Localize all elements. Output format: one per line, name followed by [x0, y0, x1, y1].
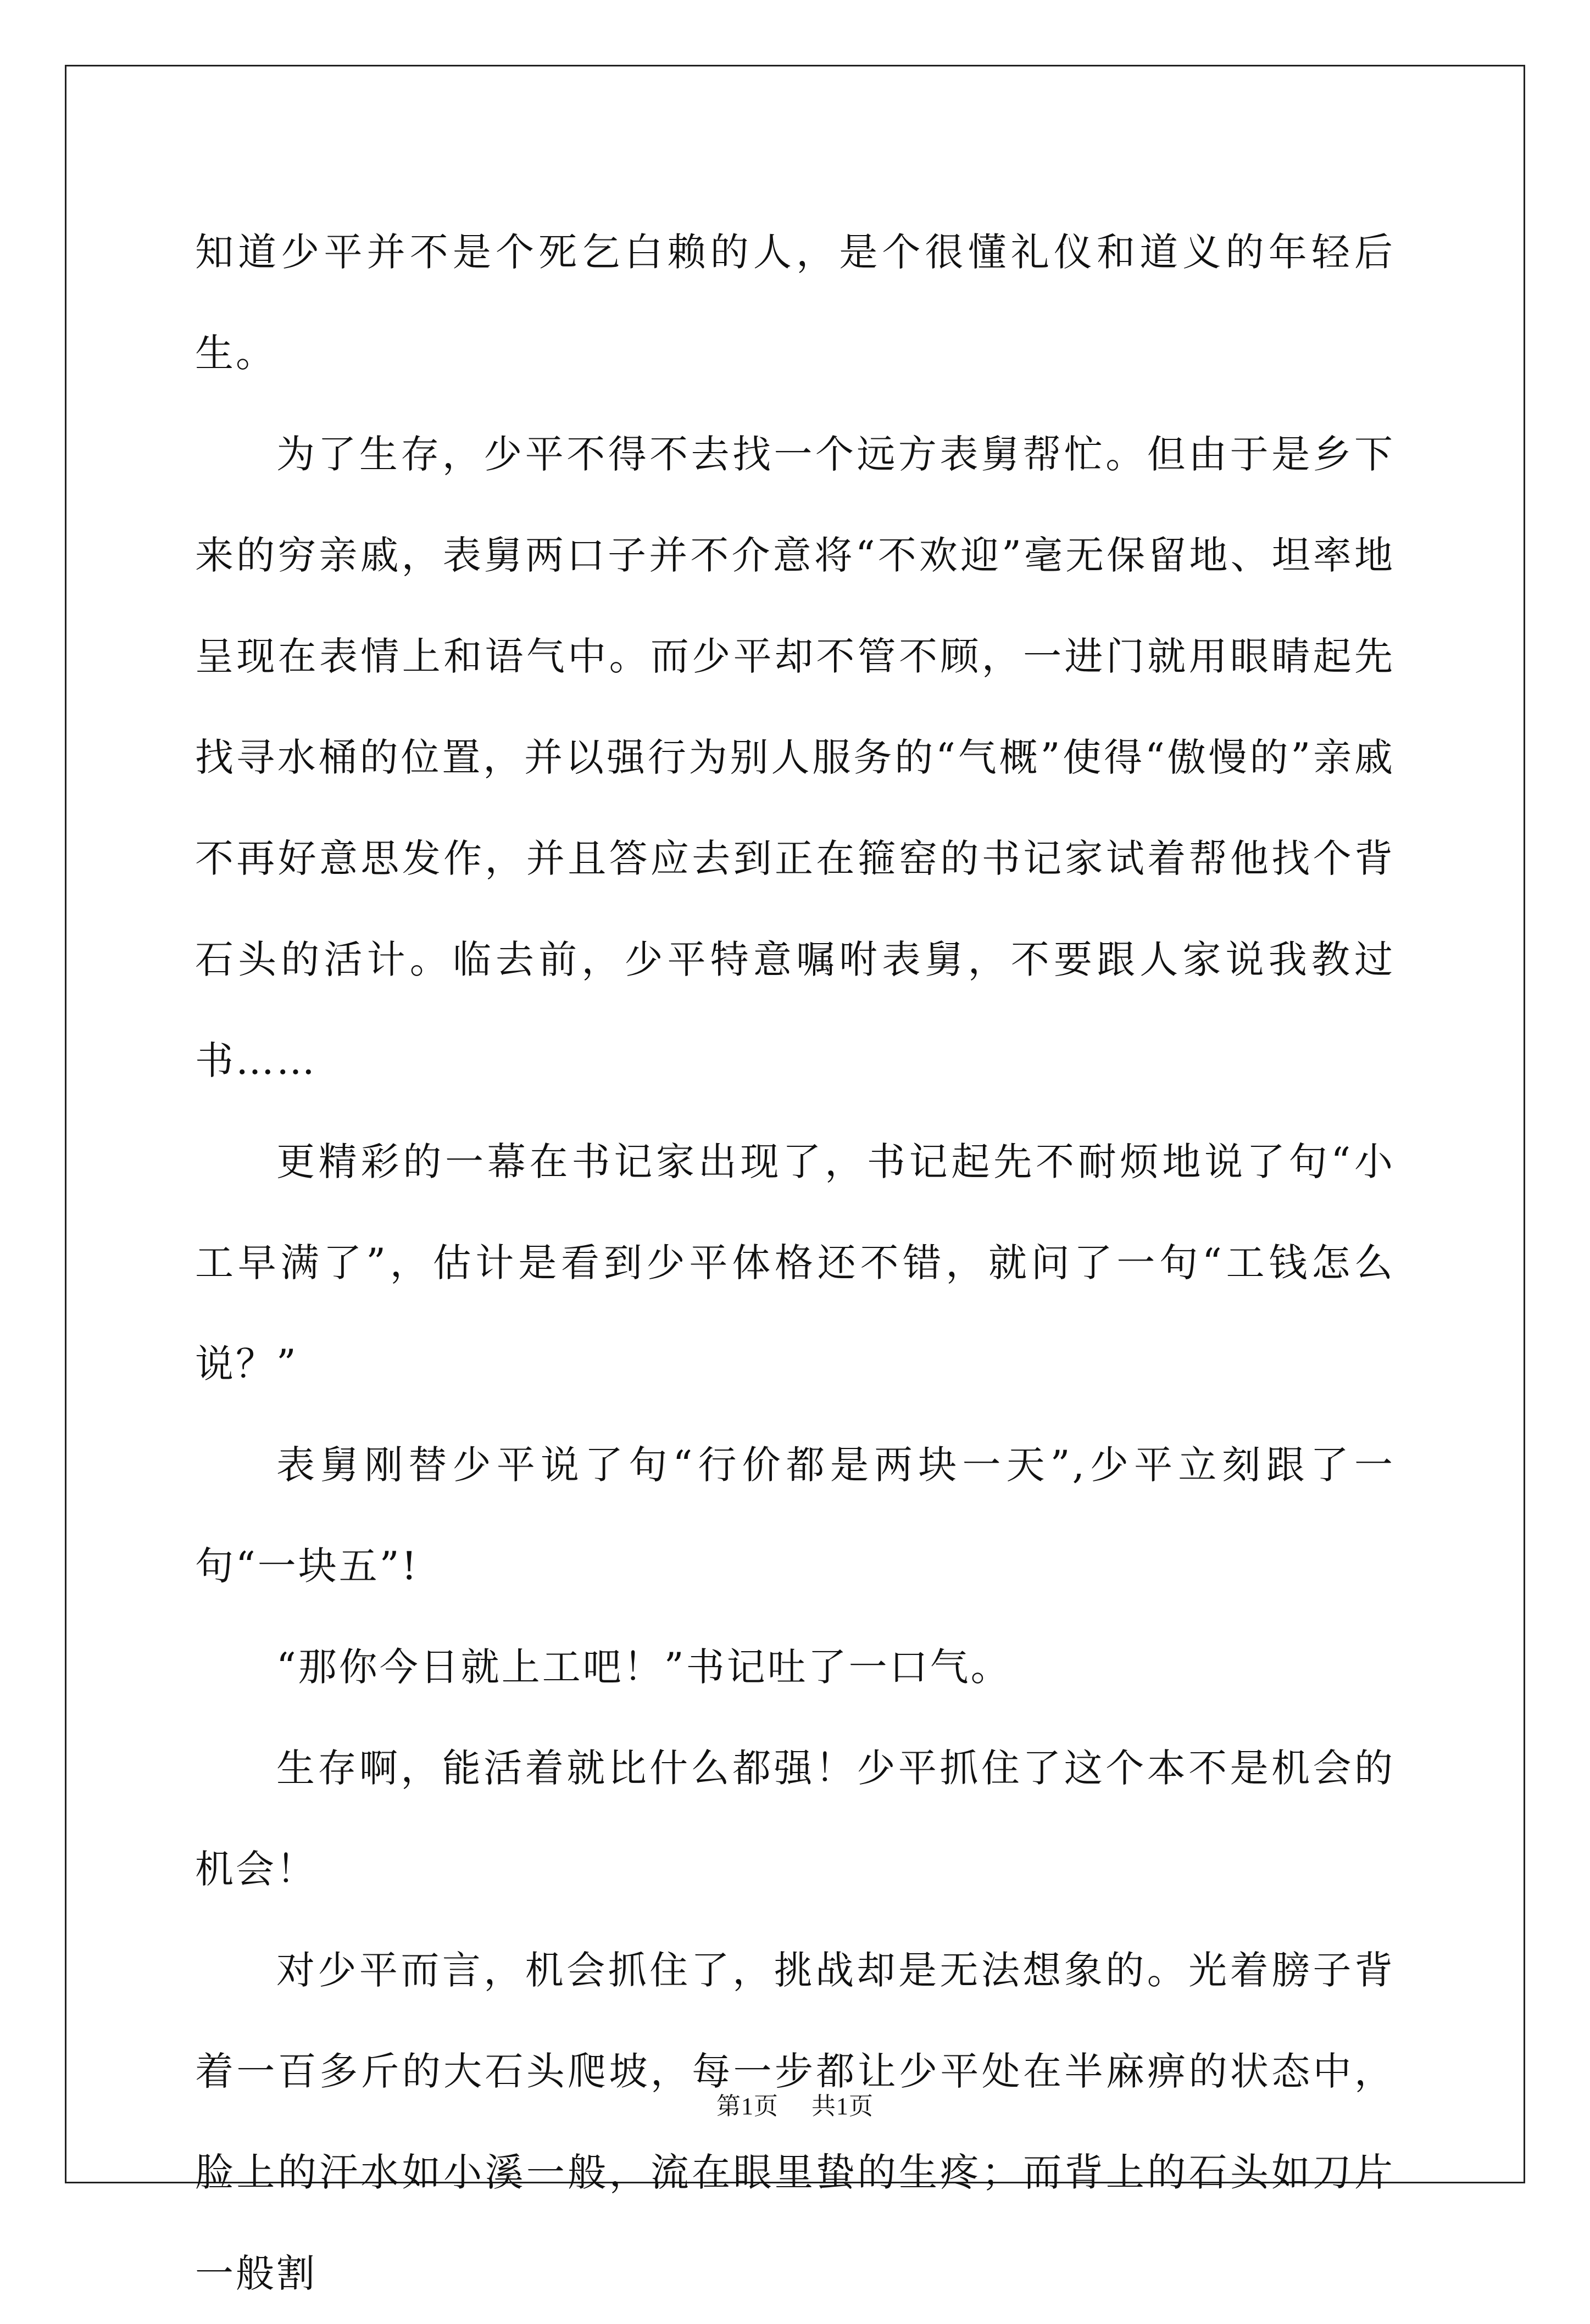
paragraph-3: 更精彩的一幕在书记家出现了，书记起先不耐烦地说了句“小工早满了”，估计是看到少平体格还不错，就问了一句“工钱怎么说？” — [195, 1139, 1395, 1386]
paragraph-7: 对少平而言，机会抓住了，挑战却是无法想象的。光着膀子背着一百多斤的大石头爬坡，每一步都让少平处在半麻痹的状态中，脸上的汗水如小溪一般，流在眼里蛰的生疼；而背上的石头如刀片一般割 — [195, 1948, 1395, 2296]
page-footer — [0, 2090, 1590, 2123]
paragraph-6: 生存啊，能活着就比什么都强！少平抓住了这个本不是机会的机会！ — [195, 1746, 1395, 1892]
paragraph-1: 知道少平并不是个死乞白赖的人，是个很懂礼仪和道义的年轻后生。 — [195, 230, 1395, 376]
paragraph-2: 为了生存，少平不得不去找一个远方表舅帮忙。但由于是乡下来的穷亲戚，表舅两口子并不介意将“不欢迎”毫无保留地、坦率地呈现在表情上和语气中。而少平却不管不顾，一进门就用眼睛起先找寻水桶的位置，并以强行为别人服务的“气概”使得“傲慢的”亲戚不再好意思发作，并且答应去到正在箍窑的书记家试着帮他找个背石头的活计。临去前，少平特意嘱咐表舅，不要跟人家说我教过书…… — [195, 432, 1395, 1083]
paragraph-4: 表舅刚替少平说了句“行价都是两块一天”,少平立刻跟了一句“一块五”! — [195, 1442, 1395, 1589]
page-total: 共1页 — [811, 2093, 874, 2120]
page-number: 第1页 — [716, 2093, 779, 2120]
document-body — [195, 202, 1395, 2324]
paragraph-5: “那你今日就上工吧！”书记吐了一口气。 — [276, 1645, 1011, 1690]
